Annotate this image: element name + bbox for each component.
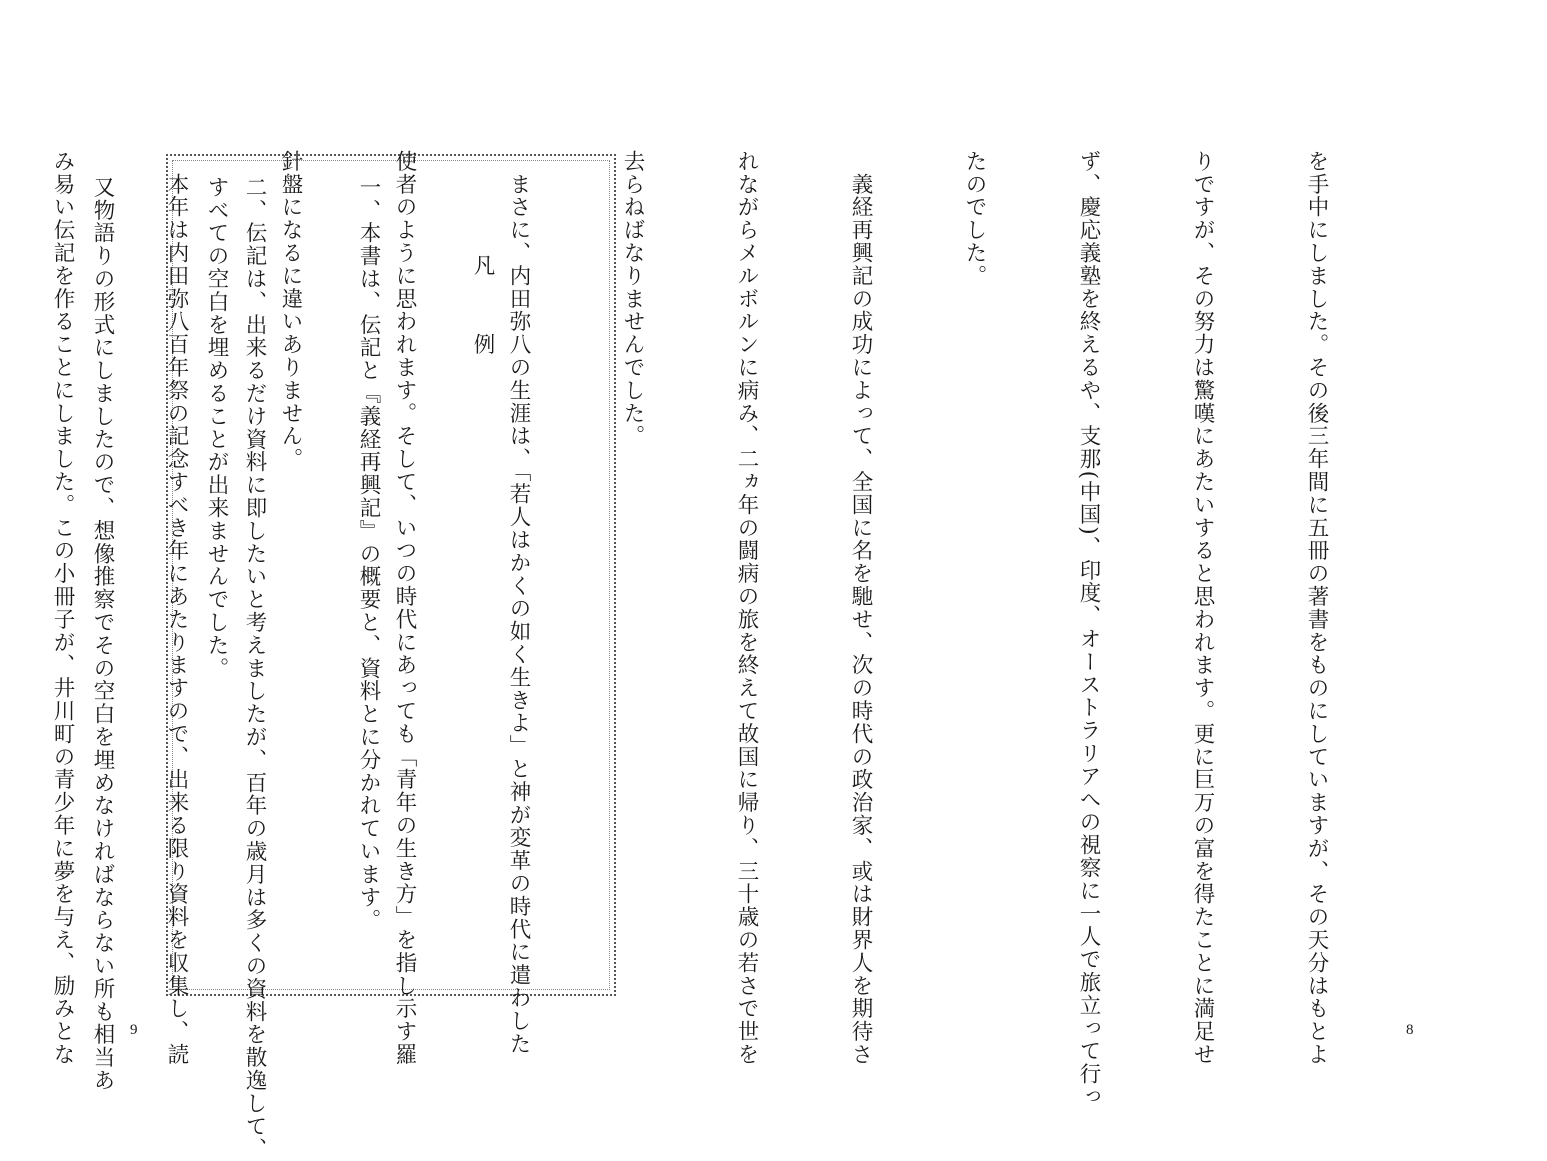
body-line: 本年は内田弥八百年祭の記念すべき年にあたりますので、出来る限り資料を収集し、読 [164,150,189,1066]
note-item-2-line-2: すべての空白を埋めることが出来ませんでした。 [204,176,229,680]
note-item-1: 一、本書は、伝記と『義経再興記』の概要と、資料とに分かれています。 [356,176,381,932]
body-line: 針盤になるに違いありません。 [278,150,303,471]
body-line: 去らねばなりませんでした。 [620,150,645,448]
body-line: れながらメルボルンに病み、二ヵ年の闘病の旅を終えて故国に帰り、三十歳の若さで世を [734,150,759,1066]
page-number-right: 8 [1406,1022,1414,1038]
note-item-2: 二、伝記は、出来るだけ資料に即したいと考えましたが、百年の歳月は多くの資料を散逸して、 [242,176,267,1161]
body-line: 使者のように思われます。そして、いつの時代にあっても「青年の生き方」を指し示す羅 [392,150,417,1066]
body-line: まさに、内田弥八の生涯は、「若人はかくの如く生きよ」と神が変革の時代に遣わした [506,150,531,1056]
note-item-2-cont-a: 又物語りの形式にしましたので、想像推察でその空白を埋めなければならない所も相当あ [90,176,115,1092]
notes-heading: 凡 例 [470,254,495,373]
body-line: を手中にしました。その後三年間に五冊の著書をものにしていますが、その天分はもとよ [1304,150,1329,1066]
body-line: 義経再興記の成功によって、全国に名を馳せ、次の時代の政治家、或は財界人を期待さ [848,150,873,1066]
body-line: たのでした。 [962,150,987,288]
body-text [0,150,1411,1161]
body-line: りですが、その努力は驚嘆にあたいすると思われます。更に巨万の富を得たことに満足せ [1190,150,1215,1066]
body-line: ず、慶応義塾を終えるや、支那(中国)、印度、オーストラリアへの視察に一人で旅立って行っ [1076,150,1101,1109]
body-line: み易い伝記を作ることにしました。この小冊子が、井川町の青少年に夢を与え、励みとな [50,150,75,1066]
page-number-left: 9 [130,1022,138,1038]
